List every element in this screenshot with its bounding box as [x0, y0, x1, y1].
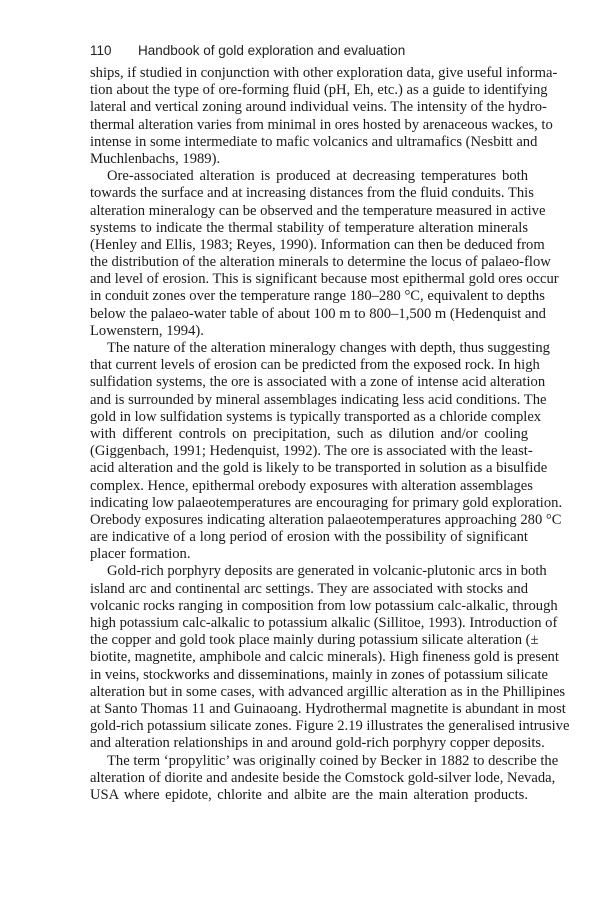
text-line: the copper and gold took place mainly during potassium silicate alteration (± [90, 632, 539, 649]
text-line: gold in low sulfidation systems is typically transported as a chloride complex [90, 408, 542, 425]
text-line: Gold-rich porphyry deposits are generated in volcanic-plutonic arcs in both [107, 563, 547, 580]
text-line: ships, if studied in conjunction with other exploration data, give useful informa- [90, 65, 558, 81]
text-line: alteration of diorite and andesite beside the Comstock gold-silver lode, Nevada, [90, 769, 556, 786]
text-line: (Henley and Ellis, 1983; Reyes, 1990). Information can then be deduced from [90, 236, 545, 253]
text-line: USA where epidote, chlorite and albite are the main alteration products. [90, 786, 528, 803]
paragraph [90, 752, 559, 805]
text-line: Muchlenbachs, 1989). [90, 150, 221, 167]
text-line: with different controls on precipitation, such as dilution and/or cooling [90, 425, 528, 442]
text-line: at Santo Thomas 11 and Guinaoang. Hydrothermal magnetite is abundant in most [90, 700, 566, 717]
text-line: The nature of the alteration mineralogy changes with depth, thus suggesting [107, 340, 550, 356]
running-header [90, 43, 405, 58]
text-line: Lowenstern, 1994). [90, 322, 204, 339]
text-line: lateral and vertical zoning around individual veins. The intensity of the hydro- [90, 99, 547, 116]
text-line: biotite, magnetite, amphibole and calcic minerals). High fineness gold is present [90, 649, 559, 666]
paragraph [90, 563, 570, 752]
text-line: thermal alteration varies from minimal in ores hosted by arenaceous wackes, to [90, 116, 553, 133]
text-line: are indicative of a long period of erosion with the possibility of significant [90, 529, 528, 546]
text-line: the distribution of the alteration minerals to determine the locus of palaeo-flow [90, 254, 551, 271]
text-line: and level of erosion. This is significant because most epithermal gold ores occur [90, 271, 559, 288]
text-line: The term ‘propylitic’ was originally coined by Becker in 1882 to describe the [107, 752, 559, 769]
text-line: alteration but in some cases, with advanced argillic alteration as in the Phillipines [90, 683, 566, 700]
text-line: and alteration relationships in and around gold-rich porphyry copper deposits. [90, 735, 545, 752]
text-line: gold-rich potassium silicate zones. Figure 2.19 illustrates the generalised intrusive [90, 718, 570, 735]
text-line: towards the surface and at increasing distances from the fluid conduits. This [90, 185, 534, 202]
text-line: volcanic rocks ranging in composition from low potassium calc-alkalic, through [90, 597, 558, 614]
text-line: that current levels of erosion can be predicted from the exposed rock. In high [90, 357, 540, 374]
text-line: indicating low palaeotemperatures are encouraging for primary gold exploration. [90, 494, 563, 511]
paragraph [90, 65, 558, 168]
text-line: complex. Hence, epithermal orebody exposures with alteration assemblages [90, 477, 533, 494]
page-number: 110 [90, 43, 112, 58]
text-line: in veins, stockworks and disseminations, mainly in zones of potassium silicate [90, 666, 549, 683]
text-line: acid alteration and the gold is likely to be transported in solution as a bisulfide [90, 460, 548, 477]
text-line: alteration mineralogy can be observed and the temperature measured in active [90, 202, 546, 219]
text-line: systems to indicate the thermal stability of temperature alteration minerals [90, 219, 528, 236]
paragraph [90, 168, 559, 340]
running-title: Handbook of gold exploration and evaluation [138, 43, 406, 58]
text-line: intense in some intermediate to mafic volcanics and ultramafics (Nesbitt and [90, 133, 538, 150]
text-line: below the palaeo-water table of about 100 m to 800–1,500 m (Hedenquist and [90, 305, 546, 322]
text-line: Orebody exposures indicating alteration palaeotemperatures approaching 280 °C [90, 511, 562, 528]
text-line: sulfidation systems, the ore is associated with a zone of intense acid alteration [90, 374, 546, 391]
text-line: island arc and continental arc settings. They are associated with stocks and [90, 580, 528, 597]
text-line: and is surrounded by mineral assemblages indicating less acid conditions. The [90, 391, 547, 408]
text-line: Ore-associated alteration is produced at decreasing temperatures both [107, 168, 528, 185]
paragraph [90, 340, 563, 563]
text-line: high potassium calc-alkalic to potassium alkalic (Sillitoe, 1993). Introduction of [90, 615, 558, 631]
text-line: (Giggenbach, 1991; Hedenquist, 1992). The ore is associated with the least- [90, 443, 533, 460]
text-line: tion about the type of ore-forming fluid (pH, Eh, etc.) as a guide to identifying [90, 82, 548, 99]
text-line: in conduit zones over the temperature range 180–280 °C, equivalent to depths [90, 288, 545, 305]
text-line: placer formation. [90, 546, 191, 563]
body-text [90, 65, 570, 804]
